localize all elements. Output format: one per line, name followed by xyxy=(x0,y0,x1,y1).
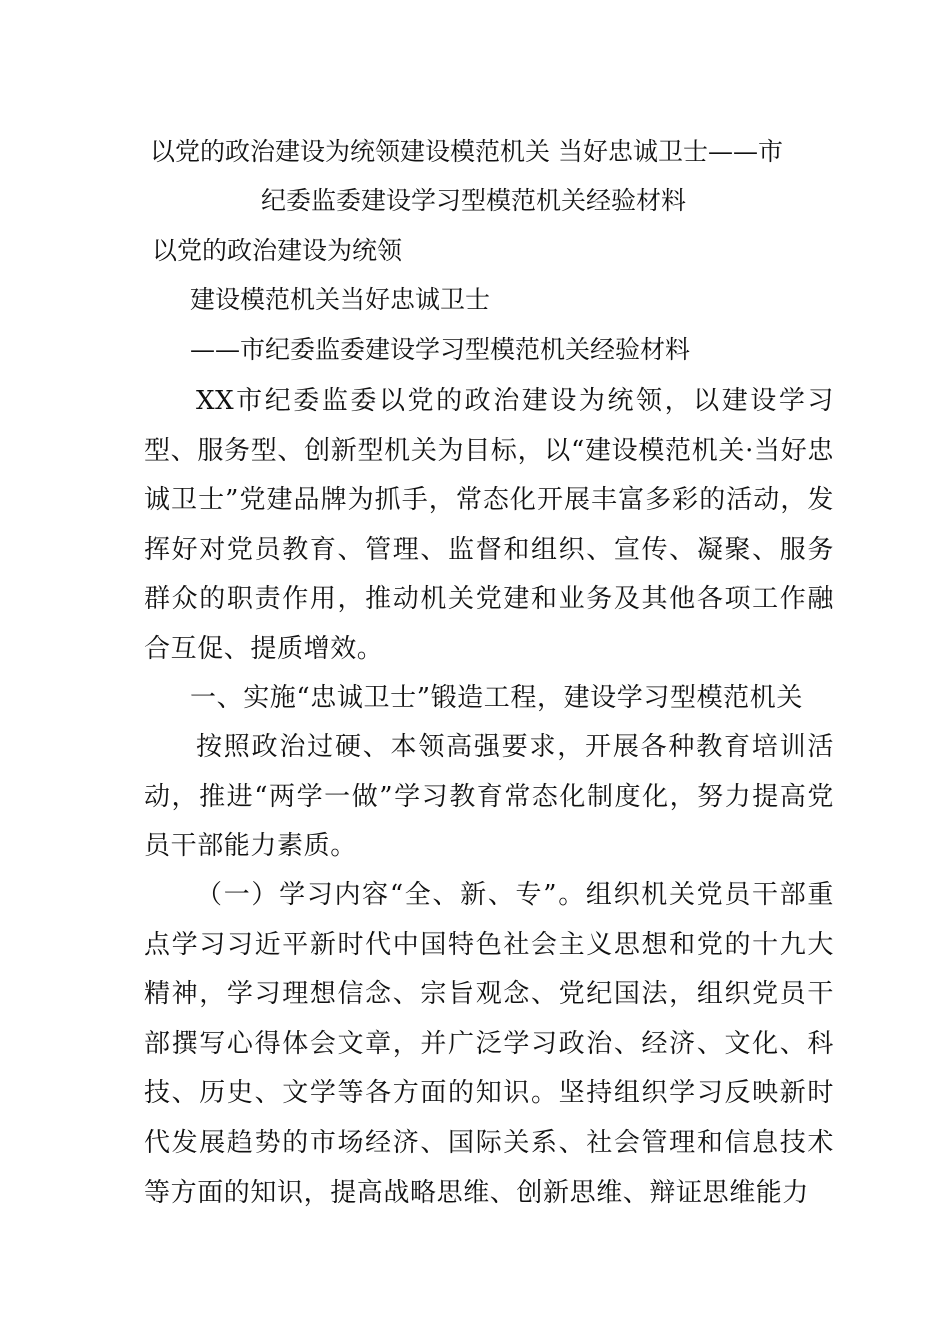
intro-paragraph: XX市纪委监委以党的政治建设为统领，以建设学习型、服务型、创新型机关为目标，以“建设模范机关·当好忠诚卫士”党建品牌为抓手，常态化开展丰富多彩的活动，发挥好对党员教育、管理、监督和组织、宣传、凝聚、服务群众的职责作用，推动机关党建和业务及其他各项工作融合互促、提质增效。 xyxy=(144,386,834,664)
document-title-line-1: 以党的政治建设为统领建设模范机关 当好忠诚卫士——市 xyxy=(150,137,783,166)
subtitle-line-3: ——市纪委监委建设学习型模范机关经验材料 xyxy=(190,335,691,364)
section-1-paragraph: 按照政治过硬、本领高强要求，开展各种教育培训活动，推进“两学一做”学习教育常态化制度化，努力提高党员干部能力素质。 xyxy=(144,732,834,862)
section-heading-1: 一、实施“忠诚卫士”锻造工程，建设学习型模范机关 xyxy=(190,683,803,713)
document-title-line-2: 纪委监委建设学习型模范机关经验材料 xyxy=(261,186,687,215)
subtitle-line-1: 以党的政治建设为统领 xyxy=(152,236,403,265)
subsection-1-paragraph: （一）学习内容“全、新、专”。组织机关党员干部重点学习习近平新时代中国特色社会主义思想和党的十九大精神，学习理想信念、宗旨观念、党纪国法，组织党员干部撰写心得体会文章，并广泛学习政治、经济、文化、科技、历史、文学等各方面的知识。坚持组织学习反映新时代发展趋势的市场经济、国际关系、社会管理和信息技术等方面的知识，提高战略思维、创新思维、辩证思维能力 xyxy=(144,880,835,1208)
subtitle-line-2: 建设模范机关当好忠诚卫士 xyxy=(190,285,491,314)
